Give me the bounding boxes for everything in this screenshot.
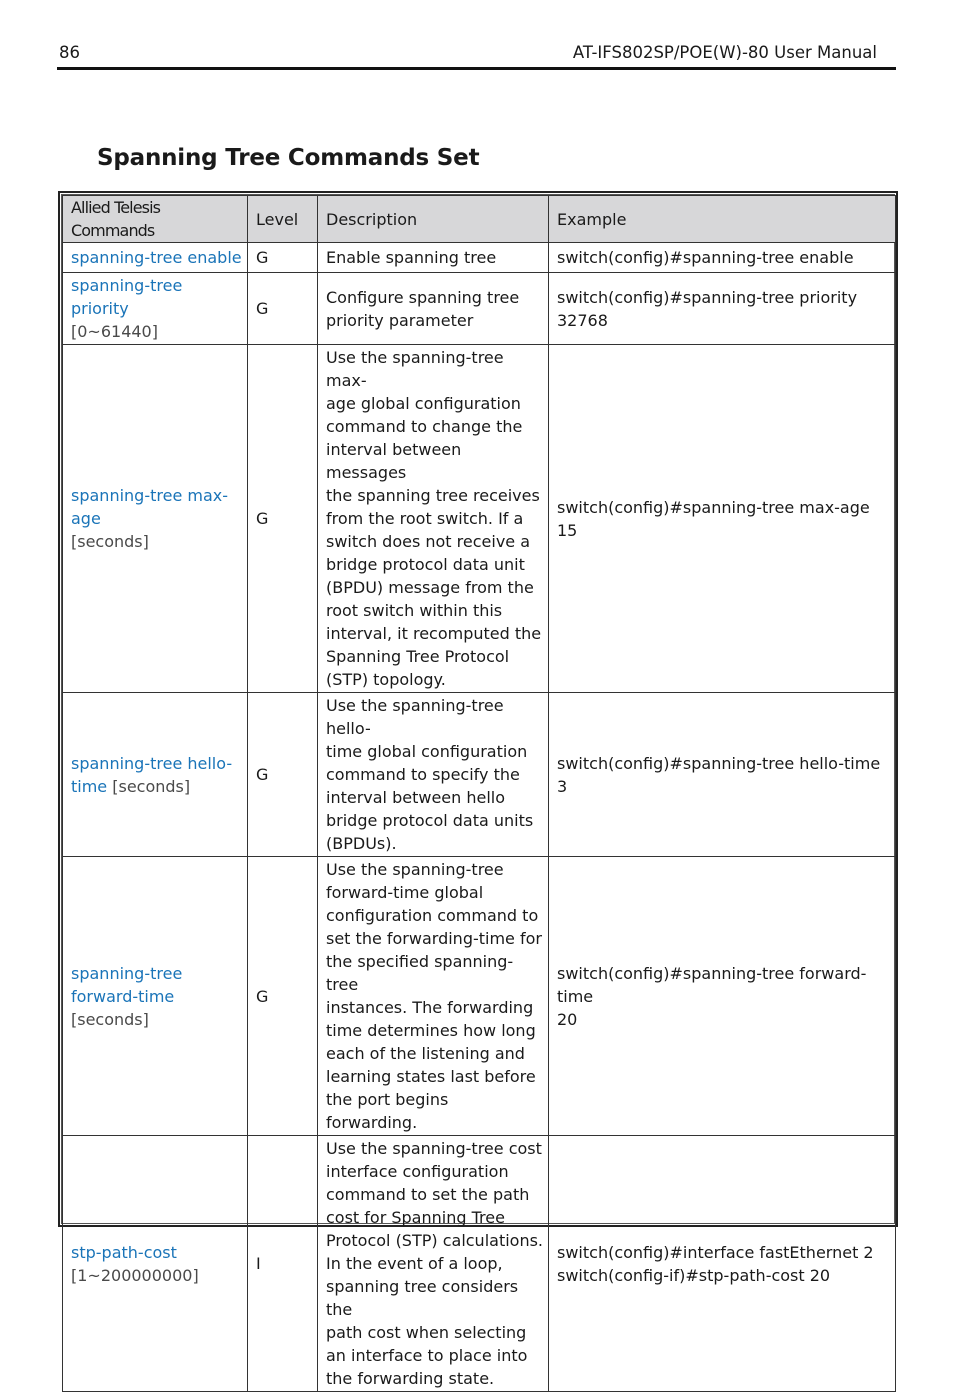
level-cell: I [248,1136,318,1392]
table-row [63,1136,896,1392]
command-argument: [seconds] [112,776,191,796]
example-cell: switch(config)#spanning-tree max-age 15 [549,345,896,693]
command-name: spanning-tree priority [71,276,183,318]
command-cell [63,1136,248,1392]
description-cell: Use the spanning-tree forward-time global configuration command to set the forwarding-time for the specified spanning-tree instances. The forwarding time determines how long each of the listening and learning states last before the port begins forwarding. [318,857,549,1136]
command-argument: [1~200000000] [71,1265,199,1285]
commands-table [62,195,896,1392]
command-argument: [seconds] [71,1009,149,1029]
description-cell: Enable spanning tree [318,243,549,273]
example-cell: switch(config)#spanning-tree forward-time 20 [549,857,896,1136]
column-header-level: Level [248,196,318,243]
command-cell [63,243,248,273]
page-number: 86 [59,43,80,62]
description-cell: Use the spanning-tree max- age global configuration command to change the interval between messages the spanning tree receives from the root switch. If a switch does not receive a bridge protocol data unit (BPDU) message from the root switch within this interval, it recomputed the Spanning Tree Protocol (STP) topology. [318,345,549,693]
level-cell: G [248,273,318,345]
example-cell: switch(config)#interface fastEthernet 2 switch(config-if)#stp-path-cost 20 [549,1136,896,1392]
command-name: spanning-tree max-age [71,486,228,528]
command-argument: [0~61440] [71,322,158,341]
level-cell: G [248,857,318,1136]
column-header-description: Description [318,196,549,243]
example-cell: switch(config)#spanning-tree priority 32768 [549,273,896,345]
column-header-example: Example [549,196,896,243]
level-cell: G [248,243,318,273]
table-row [63,273,896,345]
section-title: Spanning Tree Commands Set [97,145,480,171]
command-cell [63,857,248,1136]
example-cell: switch(config)#spanning-tree hello-time 3 [549,693,896,857]
table-row [63,693,896,857]
command-name: spanning-tree hello- time [71,753,233,796]
level-cell: G [248,693,318,857]
column-header-commands: Allied Telesis Commands [63,196,248,243]
command-name: spanning-tree enable [71,248,242,267]
header-rule [57,67,896,70]
command-cell [63,693,248,857]
command-cell [63,345,248,693]
table-row [63,857,896,1136]
level-cell: G [248,345,318,693]
command-name: stp-path-cost [71,1242,177,1262]
command-cell [63,273,248,345]
example-cell: switch(config)#spanning-tree enable [549,243,896,273]
table-row [63,243,896,273]
command-argument: [seconds] [71,532,149,551]
table-header-row [63,196,896,243]
manual-title: AT-IFS802SP/POE(W)-80 User Manual [572,43,877,62]
description-cell: Configure spanning tree priority parameter [318,273,549,345]
description-cell: Use the spanning-tree hello- time global configuration command to specify the interval between hello bridge protocol data units (BPDUs). [318,693,549,857]
table-row [63,345,896,693]
command-name: spanning-tree forward-time [71,963,183,1006]
description-cell: Use the spanning-tree cost interface configuration command to set the path cost for Spanning Tree Protocol (STP) calculations. In the event of a loop, spanning tree considers the path cost when selecting an interface to place into the forwarding state. [318,1136,549,1392]
